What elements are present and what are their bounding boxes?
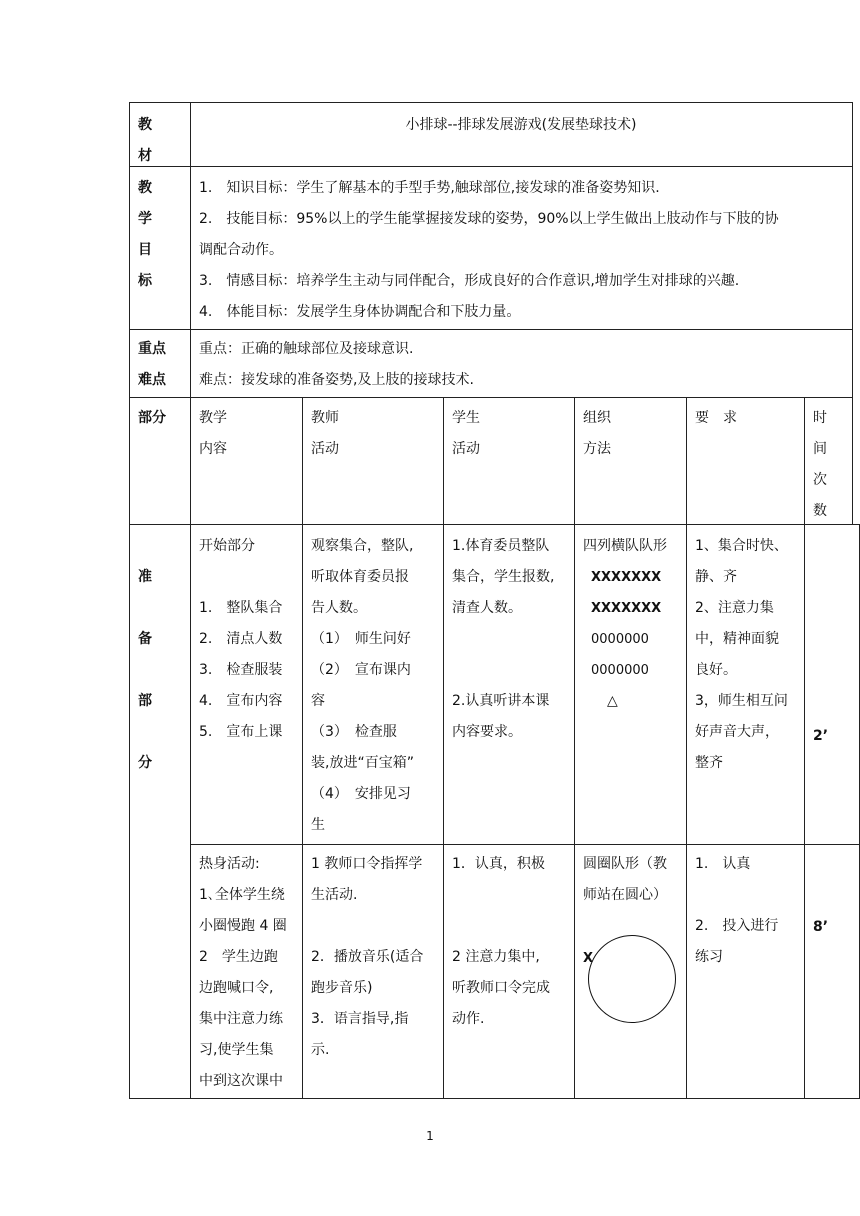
section2-organization: 圆圈队形（教 师站在圆心） bbox=[583, 856, 667, 903]
header-teacher: 教师 活动 bbox=[311, 410, 339, 457]
teacher-triangle: △ bbox=[607, 693, 618, 709]
section2-student: 1．认真，积极 2 注意力集中, 听教师口令完成 动作. bbox=[452, 856, 550, 1027]
material-label: 教 材 bbox=[138, 117, 152, 164]
header-requirement: 要 求 bbox=[695, 410, 737, 426]
keypoint-item: 重点：正确的触球部位及接球意识. bbox=[199, 341, 414, 357]
header-student: 学生 活动 bbox=[452, 410, 480, 457]
objectives-label: 教 学 目 标 bbox=[138, 180, 152, 289]
header-content: 教学 内容 bbox=[199, 410, 227, 457]
objectives-list bbox=[199, 173, 779, 328]
header-time: 时 间 次 数 bbox=[813, 410, 827, 519]
section1-student: 1.体育委员整队 集合，学生报数, 清查人数。 2.认真听讲本课 内容要求。 bbox=[452, 538, 555, 740]
formation-row: XXXXXXX bbox=[591, 570, 662, 585]
objective-item: 1. 知识目标：学生了解基本的手型手势,触球部位,接发球的准备姿势知识. bbox=[199, 180, 660, 196]
header-part: 部分 bbox=[138, 410, 166, 426]
formation-row: XXXXXXX bbox=[591, 601, 662, 616]
formation-row: 0000000 bbox=[591, 632, 649, 647]
header-organization: 组织 方法 bbox=[583, 410, 611, 457]
objective-item: 调配合动作。 bbox=[199, 242, 283, 258]
section2-requirement: 1. 认真 2. 投入进行 练习 bbox=[695, 856, 779, 965]
section1-organization: 四列横队队形 XXXXXXX XXXXXXX 0000000 0000000 △ bbox=[583, 531, 667, 717]
objective-item: 4. 体能目标：发展学生身体协调配合和下肢力量。 bbox=[199, 304, 521, 320]
keypoints-list bbox=[199, 334, 474, 396]
section1-content: 开始部分 1. 整队集合 2. 清点人数 3. 检查服装 4. 宣布内容 5. 宣布上课 bbox=[199, 538, 283, 740]
formation-row: 0000000 bbox=[591, 663, 649, 678]
section1-requirement: 1、集合时快、 静、齐 2、注意力集 中，精神面貌 良好。 3，师生相互问 好声音大声， 整齐 bbox=[695, 538, 788, 771]
section2-time: 8’ bbox=[813, 919, 829, 935]
keypoints-label: 重点 难点 bbox=[138, 341, 166, 388]
section2-teacher: 1 教师口令指挥学 生活动. 2．播放音乐(适合 跑步音乐) 3．语言指导,指 示. bbox=[311, 856, 424, 1058]
keypoint-item: 难点：接发球的准备姿势,及上肢的接球技术. bbox=[199, 372, 474, 388]
material-title: 小排球--排球发展游戏(发展垫球技术) bbox=[405, 117, 637, 133]
section2-content: 热身活动: 1､全体学生绕 小圈慢跑 4 圈 2 学生边跑 边跑喊口令, 集中注意力练 习,使学生集 中到这次课中 bbox=[199, 856, 287, 1089]
circle-formation bbox=[588, 935, 676, 1023]
section1-teacher: 观察集合，整队, 听取体育委员报 告人数。 （1） 师生问好 （2） 宣布课内 容 （3） 检查服 装,放进“百宝箱” （4） 安排见习 生 bbox=[311, 538, 414, 833]
section1-time: 2’ bbox=[813, 728, 829, 744]
objective-item: 2. 技能目标：95%以上的学生能掌握接发球的姿势，90%以上学生做出上肢动作与下肢的协 bbox=[199, 211, 779, 227]
circle-teacher-mark: X bbox=[583, 951, 594, 966]
objective-item: 3. 情感目标：培养学生主动与同伴配合，形成良好的合作意识,增加学生对排球的兴趣. bbox=[199, 273, 740, 289]
section-label: 准 备 部 分 bbox=[138, 569, 152, 771]
page-number: 1 bbox=[426, 1129, 434, 1143]
